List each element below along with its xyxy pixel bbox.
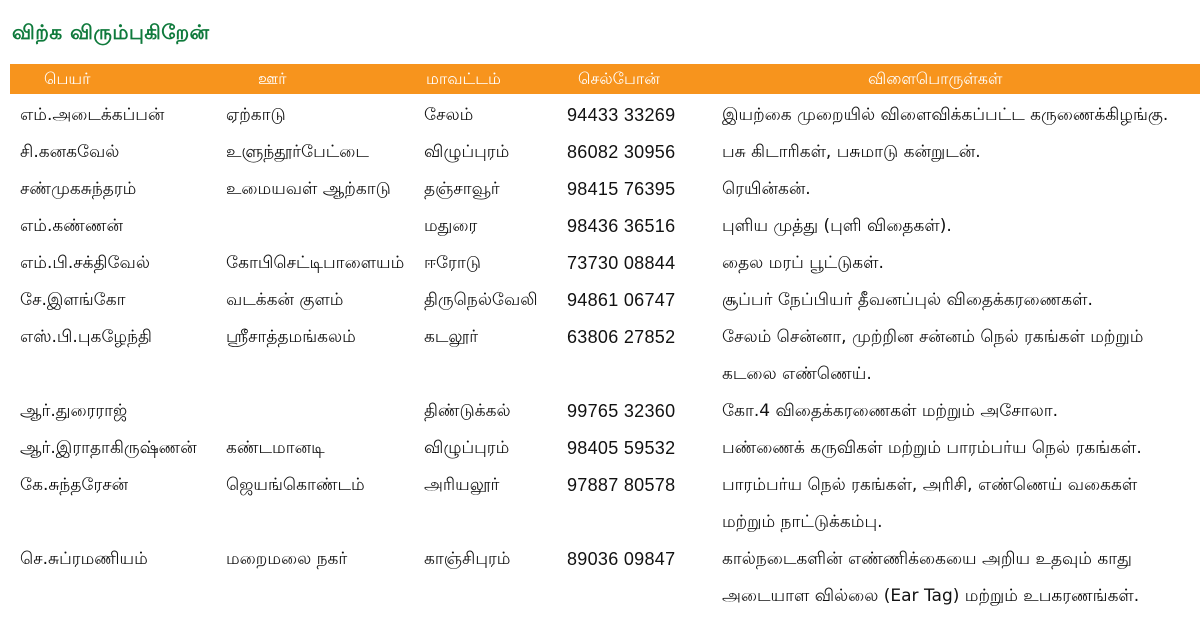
column-header-district: மாவட்டம் xyxy=(426,69,501,88)
page-title: விற்க விரும்புகிறேன் xyxy=(12,20,210,44)
column-header-products: விளைபொருள்கள் xyxy=(868,69,1003,88)
cell-town: உமையவள் ஆற்காடு xyxy=(226,179,391,199)
cell-phone: 63806 27852 xyxy=(567,327,676,347)
cell-name: கே.சுந்தரேசன் xyxy=(20,475,129,495)
cell-phone: 94433 33269 xyxy=(567,105,676,125)
cell-district: சேலம் xyxy=(424,105,474,125)
product-line: பாரம்பர்ய நெல் ரகங்கள், அரிசி, எண்ணெய் வகைகள் xyxy=(722,475,1138,495)
column-header-town: ஊர் xyxy=(258,69,287,88)
product-line: மற்றும் நாட்டுக்கம்பு. xyxy=(722,512,883,532)
cell-district: அரியலூர் xyxy=(424,475,500,495)
cell-products xyxy=(722,319,1143,393)
cell-name: சண்முகசுந்தரம் xyxy=(20,179,137,199)
cell-town: கோபிசெட்டிபாளையம் xyxy=(226,253,405,273)
cell-district: காஞ்சிபுரம் xyxy=(424,549,511,569)
cell-town: வடக்கன் குளம் xyxy=(226,290,344,310)
cell-products xyxy=(722,134,981,171)
cell-name: ஆர்.இராதாகிருஷ்ணன் xyxy=(20,438,197,458)
table-header xyxy=(10,64,1200,94)
product-line: கால்நடைகளின் எண்ணிக்கையை அறிய உதவும் காது xyxy=(722,549,1132,569)
product-line: ரெயின்கன். xyxy=(722,179,811,199)
cell-products xyxy=(722,541,1139,615)
cell-name: எஸ்.பி.புகழேந்தி xyxy=(20,327,152,347)
cell-district: மதுரை xyxy=(424,216,478,236)
cell-products xyxy=(722,430,1142,467)
cell-phone: 86082 30956 xyxy=(567,142,676,162)
cell-phone: 89036 09847 xyxy=(567,549,676,569)
cell-phone: 94861 06747 xyxy=(567,290,676,310)
product-line: இயற்கை முறையில் விளைவிக்கப்பட்ட கருணைக்கிழங்கு. xyxy=(722,105,1169,125)
cell-town: ஸ்ரீசாத்தமங்கலம் xyxy=(226,327,356,347)
product-line: சூப்பர் நேப்பியர் தீவனப்புல் விதைக்கரணைகள். xyxy=(722,290,1093,310)
cell-products xyxy=(722,393,1058,430)
cell-name: செ.சுப்ரமணியம் xyxy=(20,549,148,569)
cell-name: எம்.கண்ணன் xyxy=(20,216,123,236)
cell-phone: 97887 80578 xyxy=(567,475,676,495)
cell-products xyxy=(722,245,884,282)
cell-name: எம்.பி.சக்திவேல் xyxy=(20,253,150,273)
column-header-name: பெயர் xyxy=(44,69,91,88)
product-line: அடையாள வில்லை (Ear Tag) மற்றும் உபகரணங்கள். xyxy=(722,586,1140,606)
product-line: பண்ணைக் கருவிகள் மற்றும் பாரம்பர்ய நெல் ரகங்கள். xyxy=(722,438,1142,458)
cell-phone: 98415 76395 xyxy=(567,179,676,199)
cell-name: சி.கனகவேல் xyxy=(20,142,120,162)
cell-town: ஏற்காடு xyxy=(226,105,286,125)
product-line: பசு கிடாரிகள், பசுமாடு கன்றுடன். xyxy=(722,142,981,162)
product-line: தைல மரப் பூட்டுகள். xyxy=(722,253,884,273)
cell-district: திருநெல்வேலி xyxy=(424,290,538,310)
cell-district: திண்டுக்கல் xyxy=(424,401,511,421)
cell-district: விழுப்புரம் xyxy=(424,142,510,162)
cell-town: மறைமலை நகர் xyxy=(226,549,348,569)
cell-products xyxy=(722,97,1168,134)
column-header-phone: செல்போன் xyxy=(578,69,660,88)
cell-town: ஜெயங்கொண்டம் xyxy=(226,475,365,495)
cell-products xyxy=(722,467,1137,541)
cell-district: தஞ்சாவூர் xyxy=(424,179,500,199)
cell-products xyxy=(722,282,1093,319)
cell-name: சே.இளங்கோ xyxy=(20,290,126,310)
product-line: புளிய முத்து (புளி விதைகள்). xyxy=(722,216,952,236)
cell-district: ஈரோடு xyxy=(424,253,481,273)
cell-phone: 99765 32360 xyxy=(567,401,676,421)
cell-name: ஆர்.துரைராஜ் xyxy=(20,401,128,421)
cell-district: விழுப்புரம் xyxy=(424,438,510,458)
cell-name: எம்.அடைக்கப்பன் xyxy=(20,105,165,125)
cell-products xyxy=(722,171,811,208)
product-line: கடலை எண்ணெய். xyxy=(722,364,872,384)
cell-town: கண்டமானடி xyxy=(226,438,325,458)
cell-products xyxy=(722,208,952,245)
cell-phone: 98405 59532 xyxy=(567,438,676,458)
cell-phone: 73730 08844 xyxy=(567,253,676,273)
cell-district: கடலூர் xyxy=(424,327,479,347)
cell-town: உளுந்தூர்பேட்டை xyxy=(226,142,369,162)
product-line: சேலம் சென்னா, முற்றின சன்னம் நெல் ரகங்கள் மற்றும் xyxy=(722,327,1144,347)
cell-phone: 98436 36516 xyxy=(567,216,676,236)
product-line: கோ.4 விதைக்கரணைகள் மற்றும் அசோலா. xyxy=(722,401,1059,421)
